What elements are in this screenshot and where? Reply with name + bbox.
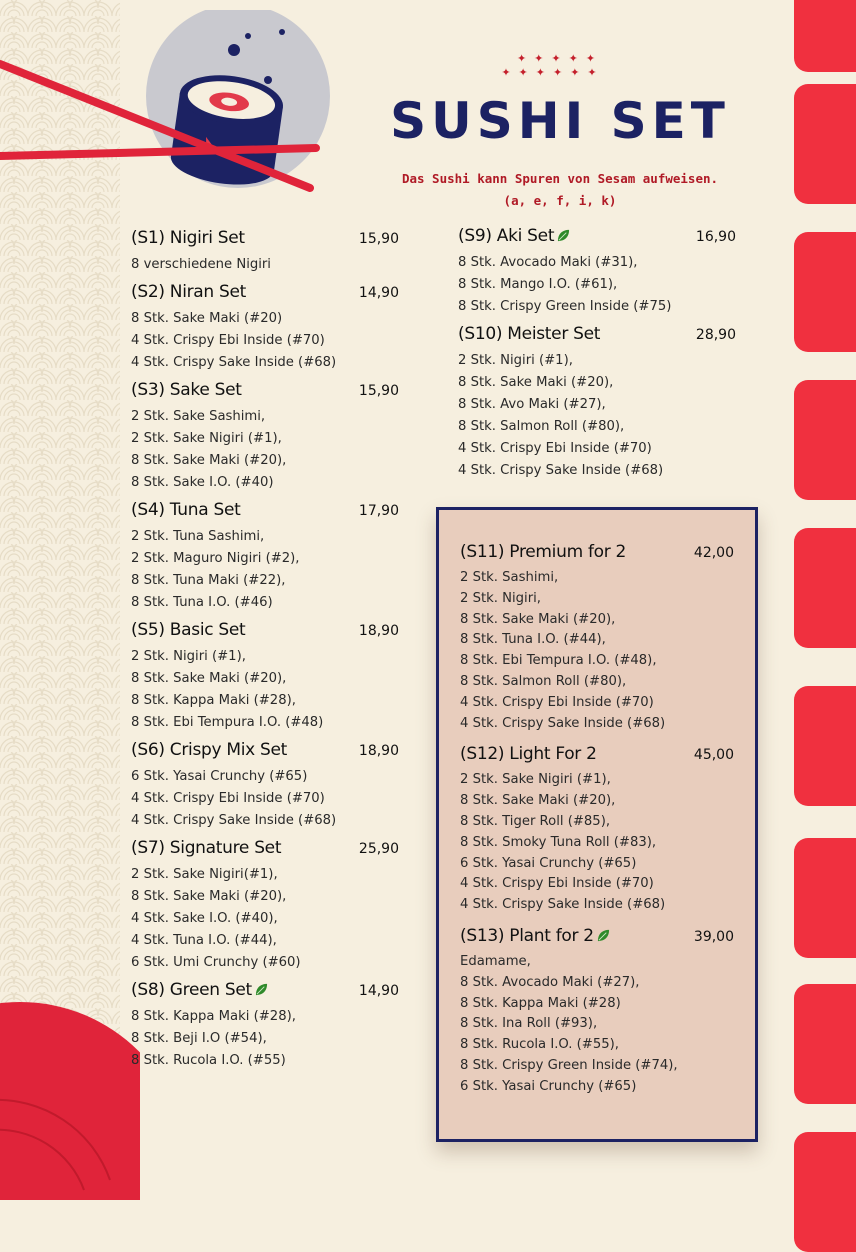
menu-item-line: 2 Stk. Tuna Sashimi, <box>131 529 265 544</box>
menu-item-title <box>460 542 626 562</box>
menu-item-price: 25,90 <box>358 841 399 857</box>
menu-item-line: 8 Stk. Tuna I.O. (#46) <box>131 595 273 610</box>
menu-column-left <box>131 228 399 1078</box>
menu-item-line: 8 Stk. Avocado Maki (#31), <box>458 255 638 270</box>
menu-item-line: 8 Stk. Tiger Roll (#85), <box>460 813 611 829</box>
menu-item-line: 4 Stk. Crispy Ebi Inside (#70) <box>460 694 654 710</box>
red-tab <box>794 1132 856 1252</box>
menu-item-title <box>131 740 287 760</box>
menu-item-contents <box>460 568 734 734</box>
red-tab <box>794 84 856 204</box>
menu-item-name: (S10) Meister Set <box>458 324 601 344</box>
menu-column-premium <box>460 542 734 1108</box>
menu-item-name: (S13) Plant for 2 <box>460 925 594 946</box>
menu-item-line: 4 Stk. Crispy Sake Inside (#68) <box>131 355 337 370</box>
menu-item <box>131 980 399 1072</box>
menu-item-header <box>131 380 399 400</box>
menu-item-contents <box>131 864 399 974</box>
sushi-roll-illustration <box>0 10 340 200</box>
menu-item-contents <box>458 350 736 482</box>
menu-item-title <box>131 980 268 1000</box>
menu-item-contents <box>131 308 399 374</box>
menu-item-contents <box>131 254 399 276</box>
menu-item-line: 8 Stk. Rucola I.O. (#55) <box>131 1053 286 1068</box>
stars-row: ✦✦✦✦✦ <box>516 52 604 65</box>
menu-item-price: 15,90 <box>358 383 399 399</box>
red-tab <box>794 232 856 352</box>
menu-item-name: (S1) Nigiri Set <box>131 228 245 248</box>
menu-item-line: 8 Stk. Avo Maki (#27), <box>458 397 606 412</box>
menu-item-line: 2 Stk. Nigiri, <box>460 590 541 606</box>
menu-item-line: 2 Stk. Nigiri (#1), <box>131 649 246 664</box>
menu-item-line: 4 Stk. Sake I.O. (#40), <box>131 911 278 926</box>
menu-item-price: 17,90 <box>358 503 399 519</box>
red-tab <box>794 984 856 1104</box>
menu-item-price: 15,90 <box>358 231 399 247</box>
menu-item-header <box>460 926 734 946</box>
menu-item-name: (S7) Signature Set <box>131 838 282 858</box>
menu-item-name: (S5) Basic Set <box>131 620 246 640</box>
menu-item-contents <box>458 252 736 318</box>
menu-item-line: 4 Stk. Crispy Ebi Inside (#70) <box>131 333 325 348</box>
menu-item-line: 8 Stk. Kappa Maki (#28) <box>460 995 621 1011</box>
menu-item-price: 14,90 <box>358 285 399 301</box>
menu-item-header <box>460 542 734 562</box>
menu-item <box>458 324 736 482</box>
menu-item-title <box>131 282 246 302</box>
menu-item-line: 8 Stk. Beji I.O (#54), <box>131 1031 267 1046</box>
menu-item-line: 4 Stk. Crispy Sake Inside (#68) <box>460 715 666 731</box>
menu-item-price: 16,90 <box>695 229 736 245</box>
allergen-codes: (a, e, f, i, k) <box>503 193 617 208</box>
menu-item-line: 4 Stk. Crispy Sake Inside (#68) <box>131 813 337 828</box>
menu-item-title <box>458 324 600 344</box>
decorative-stars <box>500 52 620 80</box>
allergen-notice <box>380 168 740 212</box>
menu-item-name: (S2) Niran Set <box>131 282 247 302</box>
menu-item <box>131 620 399 734</box>
menu-item-line: 4 Stk. Crispy Sake Inside (#68) <box>460 897 666 913</box>
menu-item-line: 8 Stk. Crispy Green Inside (#74), <box>460 1057 678 1073</box>
menu-item-line: 6 Stk. Umi Crunchy (#60) <box>131 955 301 970</box>
menu-item <box>460 926 734 1098</box>
menu-item-line: 8 Stk. Mango I.O. (#61), <box>458 277 618 292</box>
menu-item-price: 18,90 <box>358 623 399 639</box>
red-tab <box>794 686 856 806</box>
menu-item-header <box>131 228 399 248</box>
menu-item-name: (S12) Light For 2 <box>460 744 597 765</box>
menu-item-price: 28,90 <box>695 327 736 343</box>
red-side-tabs <box>794 0 856 1200</box>
menu-item-line: 8 Stk. Salmon Roll (#80), <box>458 419 625 434</box>
menu-item-line: 8 Stk. Tuna Maki (#22), <box>131 573 286 588</box>
menu-item <box>131 740 399 832</box>
menu-item-title <box>460 926 610 946</box>
menu-item-line: Edamame, <box>460 953 531 969</box>
menu-item-header <box>458 226 736 246</box>
menu-item-line: 8 Stk. Sake Maki (#20), <box>131 671 287 686</box>
menu-item-contents <box>460 952 734 1098</box>
menu-item <box>460 542 734 734</box>
menu-item-line: 6 Stk. Yasai Crunchy (#65) <box>460 855 637 871</box>
menu-item-name: (S9) Aki Set <box>458 226 555 246</box>
vegan-leaf-icon <box>255 981 268 994</box>
menu-item-line: 6 Stk. Yasai Crunchy (#65) <box>131 769 308 784</box>
menu-item-title <box>131 228 245 248</box>
menu-item-line: 2 Stk. Maguro Nigiri (#2), <box>131 551 300 566</box>
menu-item-title <box>131 500 240 520</box>
menu-item-header <box>131 620 399 640</box>
menu-item <box>131 228 399 276</box>
menu-item <box>458 226 736 318</box>
menu-item-line: 8 Stk. Sake Maki (#20), <box>458 375 614 390</box>
menu-item-name: (S3) Sake Set <box>131 380 242 400</box>
menu-item-price: 39,00 <box>693 928 734 945</box>
menu-item <box>460 744 734 916</box>
menu-item-line: 2 Stk. Sake Nigiri (#1), <box>460 772 611 788</box>
menu-item-line: 8 Stk. Tuna I.O. (#44), <box>460 632 606 648</box>
menu-item-line: 8 Stk. Sake Maki (#20), <box>460 793 616 809</box>
menu-item-header <box>131 838 399 858</box>
menu-item-name: (S11) Premium for 2 <box>460 542 627 562</box>
vegan-leaf-icon <box>597 927 610 940</box>
menu-item-header <box>458 324 736 344</box>
menu-item-title <box>131 380 242 400</box>
menu-item-line: 8 Stk. Sake Maki (#20), <box>131 453 287 468</box>
menu-item-line: 8 Stk. Ebi Tempura I.O. (#48) <box>131 715 324 730</box>
menu-item <box>131 838 399 974</box>
menu-item-line: 4 Stk. Crispy Sake Inside (#68) <box>458 463 664 478</box>
menu-item-line: 8 Stk. Smoky Tuna Roll (#83), <box>460 834 657 850</box>
vegan-leaf-icon <box>557 227 570 240</box>
menu-item-price: 14,90 <box>358 983 399 999</box>
menu-item-line: 8 verschiedene Nigiri <box>131 257 271 272</box>
menu-item-line: 8 Stk. Sake I.O. (#40) <box>131 475 274 490</box>
menu-item-header <box>460 744 734 764</box>
menu-item-line: 4 Stk. Crispy Ebi Inside (#70) <box>460 876 654 892</box>
menu-item-line: 8 Stk. Kappa Maki (#28), <box>131 1009 296 1024</box>
menu-item-header <box>131 740 399 760</box>
menu-item-line: 8 Stk. Salmon Roll (#80), <box>460 673 627 689</box>
menu-column-right <box>458 226 736 488</box>
menu-item-title <box>131 620 245 640</box>
menu-item-line: 4 Stk. Crispy Ebi Inside (#70) <box>131 791 325 806</box>
menu-item-contents <box>460 770 734 916</box>
menu-item-line: 8 Stk. Ebi Tempura I.O. (#48), <box>460 653 657 669</box>
menu-item-line: 8 Stk. Avocado Maki (#27), <box>460 974 640 990</box>
menu-item-price: 45,00 <box>693 747 734 764</box>
menu-item-line: 8 Stk. Ina Roll (#93), <box>460 1016 598 1032</box>
menu-item-line: 2 Stk. Nigiri (#1), <box>458 353 573 368</box>
menu-item-header <box>131 980 399 1000</box>
menu-item-contents <box>131 766 399 832</box>
allergen-notice-text: Das Sushi kann Spuren von Sesam aufweisen. <box>401 171 719 186</box>
menu-item <box>131 380 399 494</box>
page-title: SUSHI SET <box>390 92 730 150</box>
red-tab <box>794 380 856 500</box>
menu-item-name: (S8) Green Set <box>131 980 252 1000</box>
red-circle-decoration <box>0 980 140 1200</box>
red-tab <box>794 0 856 72</box>
menu-item-title <box>458 226 570 246</box>
menu-item-line: 4 Stk. Tuna I.O. (#44), <box>131 933 277 948</box>
menu-item-line: 2 Stk. Sake Sashimi, <box>131 409 266 424</box>
menu-item-header <box>131 500 399 520</box>
stars-row: ✦✦✦✦✦✦ <box>501 66 605 79</box>
menu-item-line: 8 Stk. Kappa Maki (#28), <box>131 693 296 708</box>
menu-item-title <box>460 744 597 764</box>
red-tab <box>794 528 856 648</box>
menu-item-line: 2 Stk. Sashimi, <box>460 570 559 585</box>
menu-item-line: 4 Stk. Crispy Ebi Inside (#70) <box>458 441 652 456</box>
menu-item-header <box>131 282 399 302</box>
menu-item-contents <box>131 406 399 494</box>
menu-item-contents <box>131 646 399 734</box>
menu-item-name: (S6) Crispy Mix Set <box>131 740 288 760</box>
menu-item-line: 8 Stk. Sake Maki (#20) <box>131 311 283 326</box>
menu-item-contents <box>131 1006 399 1072</box>
menu-item-title <box>131 838 281 858</box>
menu-item-line: 8 Stk. Sake Maki (#20), <box>131 889 287 904</box>
menu-item-line: 8 Stk. Sake Maki (#20), <box>460 611 616 627</box>
menu-item-contents <box>131 526 399 614</box>
menu-item-line: 6 Stk. Yasai Crunchy (#65) <box>460 1078 637 1094</box>
menu-item-price: 42,00 <box>693 545 734 561</box>
menu-item-name: (S4) Tuna Set <box>131 500 241 520</box>
menu-item <box>131 500 399 614</box>
menu-item-line: 2 Stk. Sake Nigiri(#1), <box>131 867 278 882</box>
menu-item-line: 2 Stk. Sake Nigiri (#1), <box>131 431 282 446</box>
menu-item-price: 18,90 <box>358 743 399 759</box>
menu-item-line: 8 Stk. Crispy Green Inside (#75) <box>458 299 672 314</box>
menu-item <box>131 282 399 374</box>
menu-item-line: 8 Stk. Rucola I.O. (#55), <box>460 1037 619 1053</box>
red-tab <box>794 838 856 958</box>
